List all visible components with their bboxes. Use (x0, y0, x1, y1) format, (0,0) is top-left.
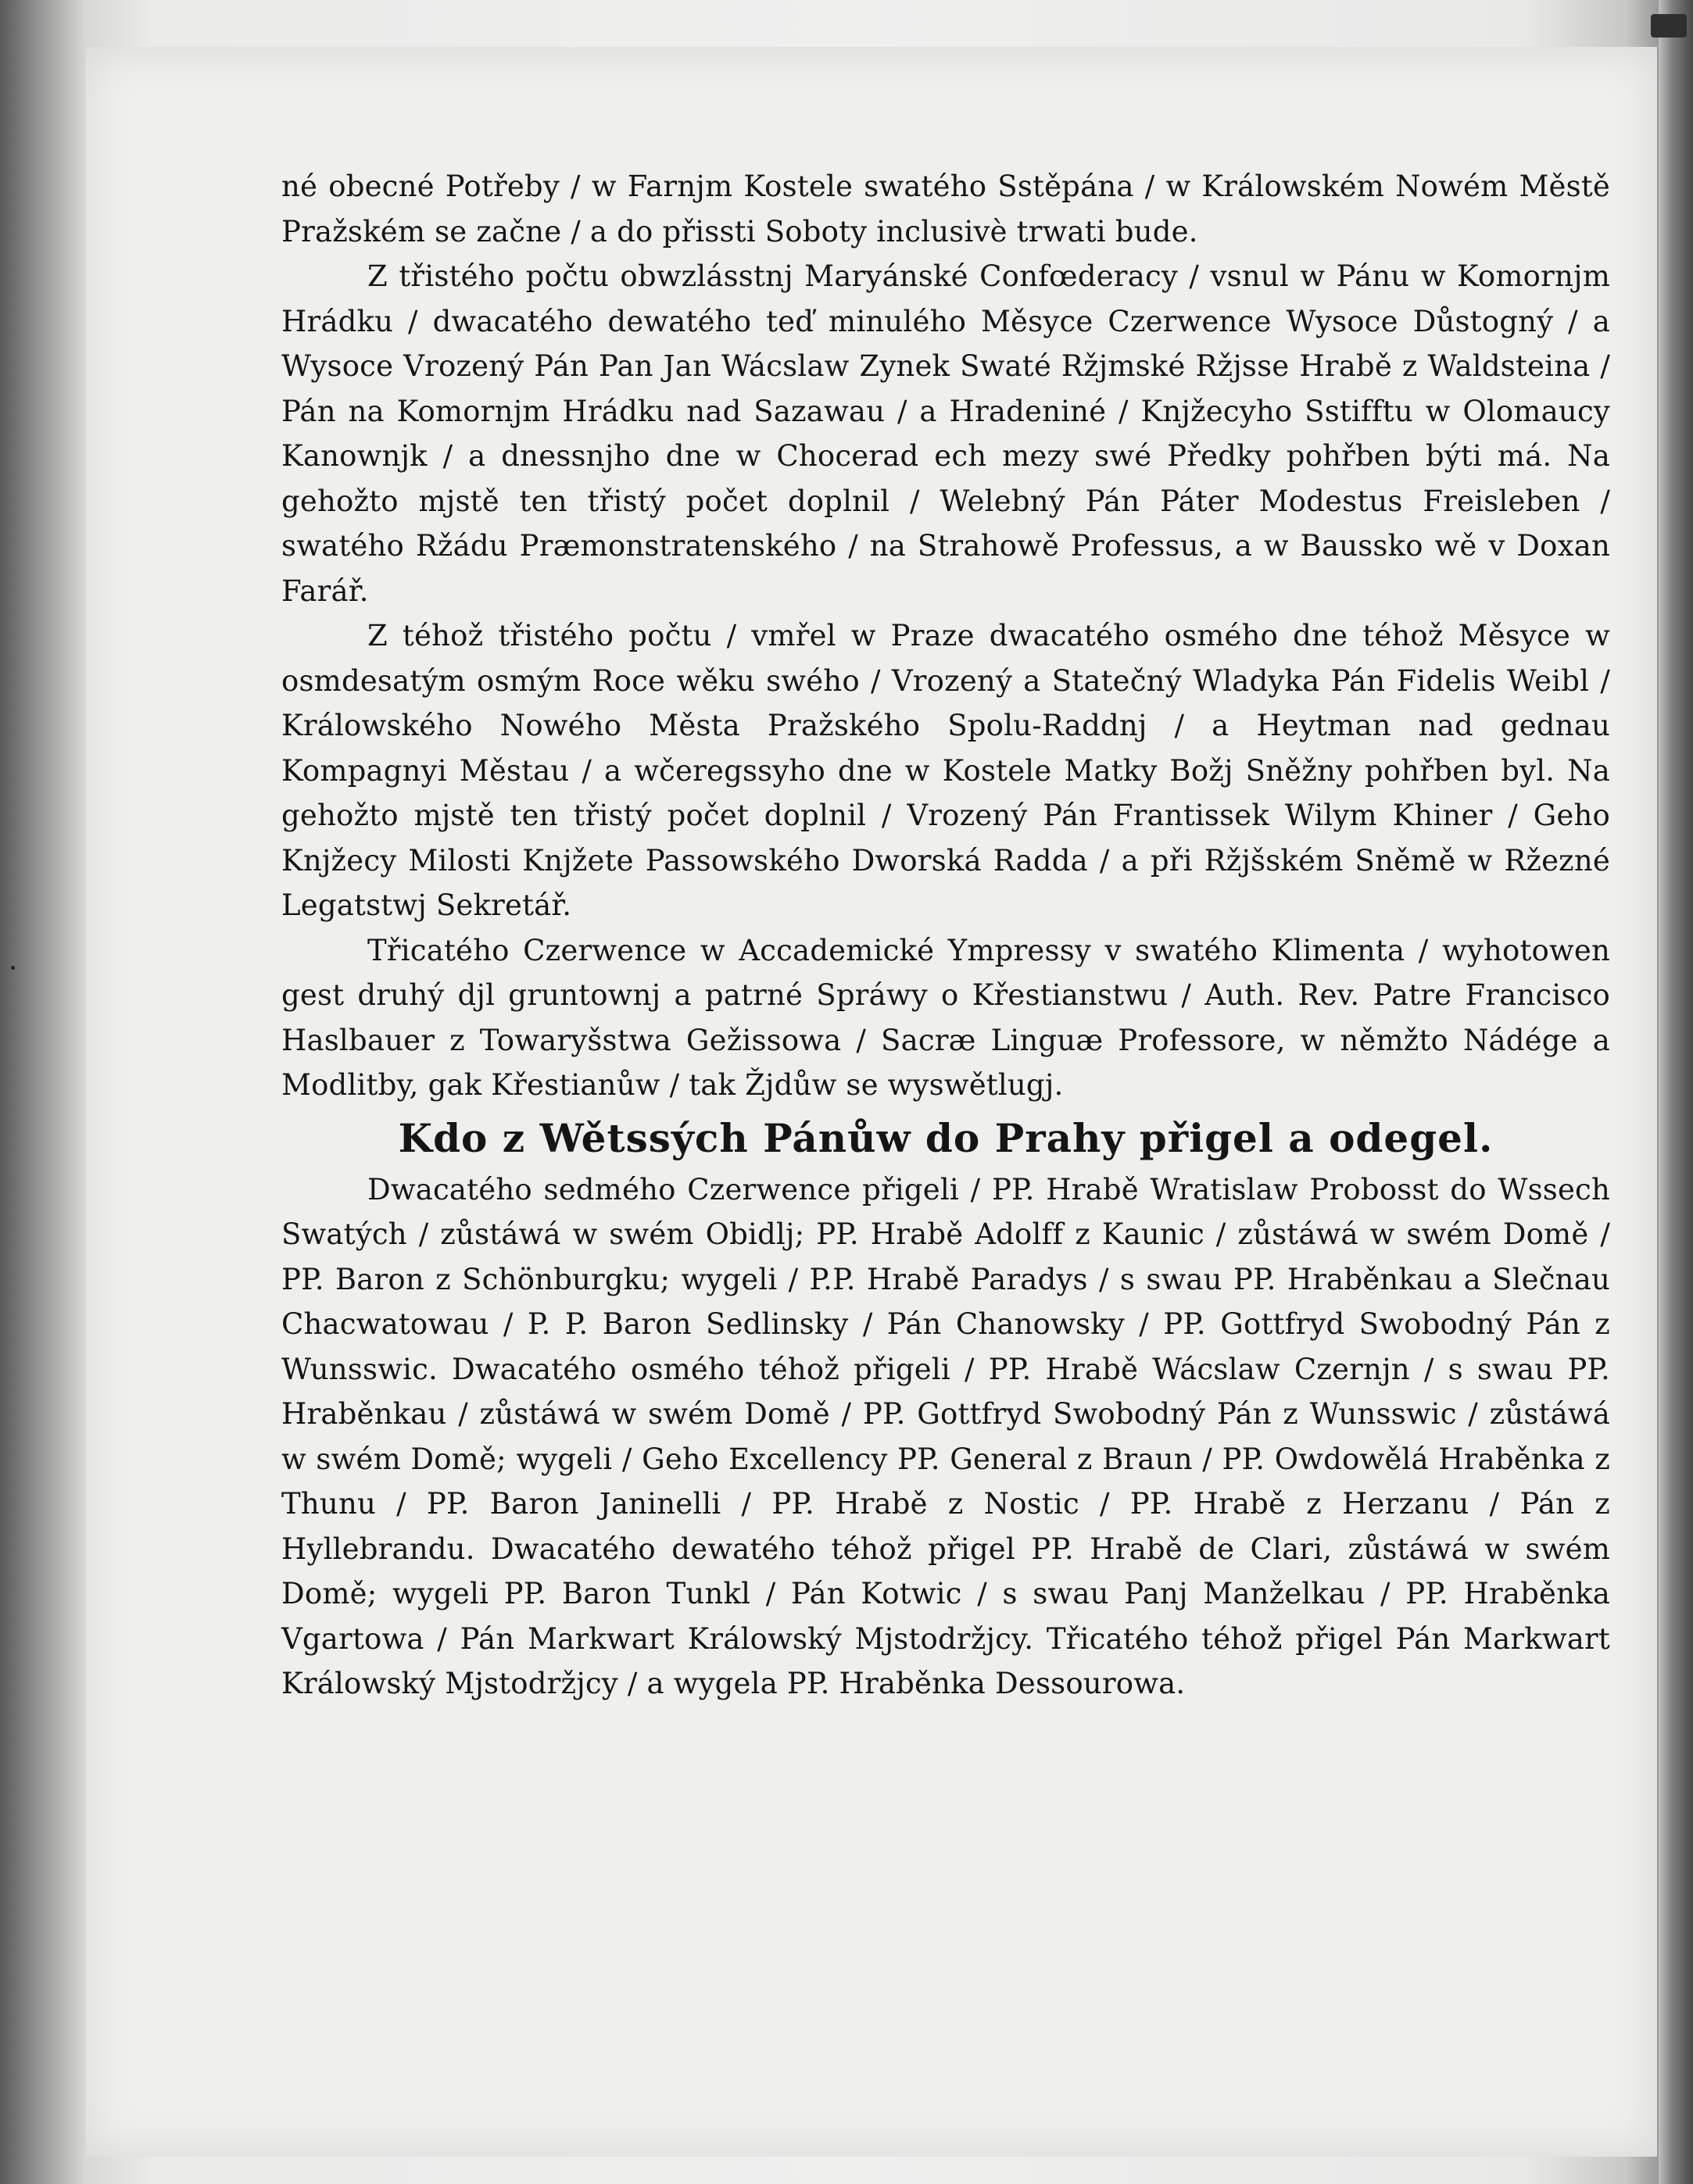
section-heading: Kdo z Wětssých Pánůw do Prahy přigel a odegel. (398, 1114, 1494, 1161)
paragraph-arrivals: Dwacatého sedmého Czerwence přigeli / PP. Hrabě Wratislaw Probosst do Wssech Swatých / zůstáwá w swém Obidlj; PP. Hrabě Adolff z Kaunic / zůstáwá w swém Domě / PP. Baron z Schönburgku; wygeli / P.P. Hrabě Paradys / s swau PP. Hraběnkau a Slečnau Chacwatowau / P. P. Baron Sedlinsky / Pán Chanowsky / PP. Gottfryd Swobodný Pán z Wunsswic. Dwacatého osmého téhož přigeli / PP. Hrabě Wácslaw Czernjn / s swau PP. Hraběnkau / zůstáwá w swém Domě / PP. Gottfryd Swobodný Pán z Wunsswic / zůstáwá w swém Domě; wygeli / Geho Excellency PP. General z Braun / PP. Owdowělá Hraběnka z Thunu / PP. Baron Janinelli / PP. Hrabě z Nostic / PP. Hrabě z Herzanu / Pán z Hyllebrandu. Dwacatého dewatého téhož přigel PP. Hrabě de Clari, zůstáwá w swém Domě; wygeli PP. Baron Tunkl / Pán Kotwic / s swau Panj Manželkau / PP. Hraběnka Vgartowa / Pán Markwart Králowský Mjstodržjcy. Třicatého téhož přigel Pán Markwart Králowský Mjstodržjcy / a wygela PP. Hraběnka Dessourowa. (281, 1172, 1610, 1700)
body-text (281, 164, 1610, 1707)
paragraph-weibl-death: Z téhož třistého počtu / vmřel w Praze dwacatého osmého dne téhož Měsyce w osmdesatým osmým Roce wěku swého / Vrozený a Statečný Wladyka Pán Fidelis Weibl / Králowského Nowého Města Pražského Spolu-Raddnj / a Heytman nad gednau Kompagnyi Městau / a wčeregssyho dne w Kostele Matky Božj Sněžny pohřben byl. Na gehožto mjstě ten třistý počet doplnil / Vrozený Pán Frantissek Wilym Khiner / Geho Knjžecy Milosti Knjžete Passowského Dworská Radda / a při Ržjšském Sněmě w Ržezné Legatstwj Sekretář. (281, 619, 1610, 922)
margin-dot (11, 966, 15, 970)
corner-mark (1651, 14, 1687, 38)
page-edge (1659, 0, 1693, 2184)
paragraph-confederacy-death: Z třistého počtu obwzlásstnj Maryánské Confœderacy / vsnul w Pánu w Komornjm Hrádku / dwacatého dewatého teď minulého Měsyce Czerwence Wysoce Důstogný / a Wysoce Vrozený Pán Pan Jan Wácslaw Zynek Swaté Ržjmské Ržjsse Hrabě z Waldsteina / Pán na Komornjm Hrádku nad Sazawau / a Hradeniné / Knjžecyho Sstifftu w Olomaucy Kanownjk / a dnessnjho dne w Chocerad ech mezy swé Předky pohřben býti má. Na gehožto mjstě ten třistý počet doplnil / Welebný Pán Páter Modestus Freisleben / swatého Ržádu Præmonstratenského / na Strahowě Professus, a w Baussko wě v Doxan Farář. (281, 259, 1610, 608)
paragraph-printing-notice: Třicatého Czerwence w Accademické Ympressy v swatého Klimenta / wyhotowen gest druhý djl gruntownj a patrné Spráwy o Křestianstwu / Auth. Rev. Patre Francisco Haslbauer z Towaryšstwa Gežissowa / Sacræ Linguæ Professore, w němžto Nádége a Modlitby, gak Křestianůw / tak Žjdůw se wyswětlugj. (281, 933, 1610, 1102)
paragraph-church-service: né obecné Potřeby / w Farnjm Kostele swatého Sstěpána / w Králowském Nowém Městě Pražském se začne / a do přissti Soboty inclusivè trwati bude. (281, 170, 1610, 248)
